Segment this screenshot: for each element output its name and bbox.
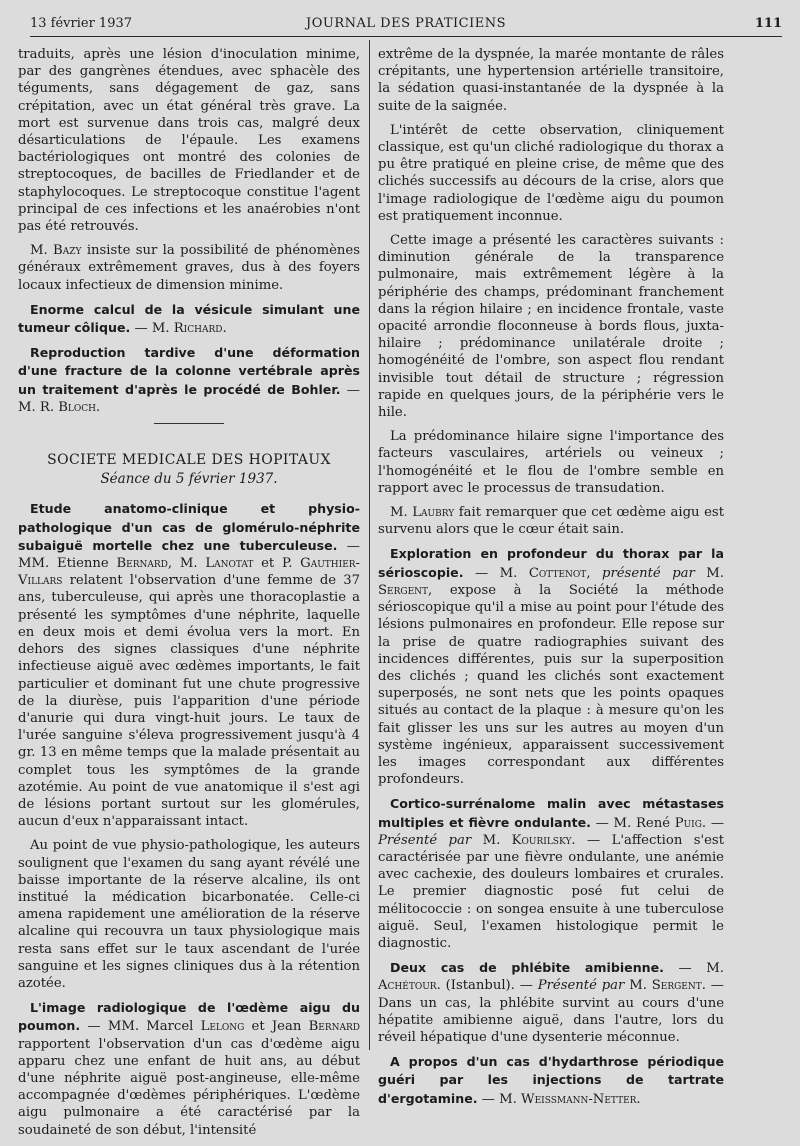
author-name: M. Bazy (30, 243, 82, 259)
section-rule (154, 423, 224, 424)
paragraph-physio-pathologique: Au point de vue physio-pathologique, les auteurs soulignent que l'examen du sang ayant révélé une baisse importante de la réserve alcaline, ils ont institué la médication bicarbonatée. Celle-ci amena rapidement une amélioration de la réserve alcaline qui recouvra un taux physiologique mais resta sans effet sur le taux ascendant de l'urée sanguine et les signes cliniques dus à la rétention azotée. (18, 838, 360, 991)
text-run: , (586, 565, 602, 581)
text-run: et P. (253, 556, 301, 572)
separator: — (130, 321, 152, 337)
paragraph-bazy (18, 242, 360, 294)
author-name: Lelong (200, 1019, 245, 1035)
author-name: Gauthier-Villars (18, 556, 360, 589)
item-title: Deux cas de phlébite amibienne. (390, 960, 664, 976)
paragraph-interet: L'intérêt de cette observation, cliniquement classique, est qu'un cliché radiologique du thorax a pu être pratiqué en pleine crise, de même que des clichés successifs au décours de la crise, alors que l'image radiologique de l'œdème aigu du poumon est pratiquement inconnue. (378, 122, 724, 224)
item-oedeme-aigu (18, 999, 360, 1139)
paragraph-text: , expose à la Société la méthode sérioscopique qu'il a mise au point pour l'étude des lésions pulmonaires en profondeur. Elle repose sur la prise de quatre radiographies suivant des incidences différentes, puis sur la superposition des clichés ; quand les clichés sont exactement superposés, ne sont nets que les points opaques situés au contact de la plaque : à mesure qu'on les fait glisser les uns sur les autres au moyen d'un système ingénieux, apparaissent successivement les images correspondant aux différentes profondeurs. (378, 582, 724, 788)
presented-by: présenté par (602, 565, 695, 581)
item-calcul-vesicule (18, 301, 360, 337)
paragraph-text: fait remarquer que cet œdème aigu est survenu alors que le cœur était sain. (378, 505, 724, 538)
page-header (30, 14, 782, 37)
author-name: Sergent (651, 978, 702, 994)
author-name: M. Weissmann-Netter. (499, 1091, 641, 1107)
item-serioscopie (378, 545, 724, 788)
paragraph-caracteres: Cette image a présenté les caractères suivants : diminution générale de la transparence pulmonaire, mais extrêmement légère à la périphérie des champs, prédominant franchement dans la région hilaire ; en incidence frontale, vaste opacité arrondie floconneuse à bords flous, juxta-hilaire ; prédominance unilatérale droite ; homogénéité de l'ombre, son aspect flou rendant invisible tout détail de structure ; régression rapide en quelques jours, de la périphérie vers le hile. (378, 233, 724, 421)
paragraph-gangrene: traduits, après une lésion d'inoculation minime, par des gangrènes étendues, avec sphacèle des téguments, sans dégagement de gaz, sans crépitation, avec un état général très grave. La mort est survenue dans trois cas, malgré deux désarticulations de l'épaule. Les examens bactériologiques ont montré des colonies de streptocoques, de bacilles de Friedlander et de staphylocoques. Le streptocoque constitue l'agent principal de ces infections et les anaérobies n'ont pas été retrouvés. (18, 47, 360, 235)
author-name: Sergent (378, 582, 429, 598)
text-run: M. (694, 565, 724, 581)
right-column (378, 46, 724, 1115)
author-name: M. Richard. (151, 321, 227, 337)
item-title: Reproduction tardive d'une déformation d'une fracture de la colonne vertébrale après un traitement d'après le procédé de Bohler. (18, 345, 360, 397)
society-heading: SOCIETE MEDICALE DES HOPITAUX (47, 452, 331, 469)
header-date: 13 février 1937 (30, 16, 133, 31)
text-run: — MM. Marcel (80, 1019, 201, 1035)
text-run: et Jean (244, 1019, 309, 1035)
author-name: Achétour (378, 978, 437, 994)
author-name: Cottenot (528, 565, 587, 581)
paragraph-text: relatent l'observation d'une femme de 37 ans, tuberculeuse, qui après une thoracoplastie a présenté les symptômes d'une néphrite, laquelle en deux mois et demi évolua vers la mort. En dehors des signes classiques d'une néphrite infectieuse aiguë avec œdèmes importants, le fait particulier et dominant fut une chute progressive de la diurèse, puis l'apparition d'une période d'anurie qui dura vingt-huit jours. Le taux de l'urée sanguine s'éleva progressivement jusqu'à 4 gr. 13 en même temps que la malade présentait au complet tous les symptômes de la grande azotémie. Au point de vue anatomique il s'est agi de lésions portant surtout sur les glomérules, aucun d'eux n'apparaissant intact. (18, 573, 360, 830)
author-name: Lanotat (205, 556, 254, 572)
paragraph-text: insiste sur la possibilité de phénomènes généraux extrêmement graves, dus à des foyers locaux infectieux de dimension minime. (18, 243, 360, 293)
item-phlebite-amibienne (378, 959, 724, 1046)
text-run: M. (471, 832, 512, 848)
item-glomerulo-nephrite (18, 500, 360, 830)
text-run: — MM. Etienne (18, 538, 360, 572)
paragraph-text: rapportent l'observation d'un cas d'œdème aigu apparu chez une enfant de huit ans, au début d'une néphrite aiguë post-angineuse, elle-même accompagnée d'œdèmes périphériques. L'œdème aigu pulmonaire a été caractérisé par la soudaineté de son début, l'intensité (18, 1036, 360, 1138)
paragraph-predominance: La prédominance hilaire signe l'importance des facteurs vasculaires, artériels ou veineux ; l'homogénéité et le flou de l'ombre semble en rapport avec le processus de transudation. (378, 429, 724, 496)
left-column (18, 46, 360, 1146)
paragraph-text: . — Dans un cas, la phlébite survint au cours d'une hépatite amibienne aiguë, dans l'autre, lors du réveil hépatique d'une dysenterie méconnue. (378, 978, 724, 1045)
item-title: Enorme calcul de la vésicule simulant une tumeur côlique. (18, 301, 360, 336)
session-date: Séance du 5 février 1937. (100, 471, 278, 488)
text-run: . (Istanbul). — (436, 978, 538, 994)
text-run: — M. (663, 961, 724, 977)
paragraph-laubry (378, 504, 724, 538)
author-name: Bernard (116, 556, 168, 572)
separator: — (477, 1091, 500, 1107)
item-title: L'image radiologique de l'œdème aigu du poumon. (18, 1000, 360, 1034)
journal-title: JOURNAL DES PRATICIENS (306, 16, 506, 31)
page-number: 111 (754, 16, 782, 31)
author-name: Kourilsky (511, 832, 572, 848)
text-run: . — (701, 815, 725, 831)
paragraph-text: . — L'affection s'est caractérisée par une fièvre ondulante, une anémie avec cachexie, des douleurs lombaires et crurales. Le premier diagnostic posé fut celui de mélitococcie : on songea ensuite à une tuberculose aiguë. Seul, l'examen histologique permit le diagnostic. (378, 832, 724, 951)
text-run: — M. (463, 565, 529, 581)
text-run: , M. (167, 556, 206, 572)
item-hydarthrose (378, 1053, 724, 1108)
item-fracture-vertebrale (18, 344, 360, 416)
presented-by: Présenté par (537, 978, 625, 994)
item-title: Etude anatomo-clinique et physio-pathologique d'un cas de glomérulo-néphrite subaiguë mortelle chez une tuberculeuse. (18, 501, 360, 553)
author-name: M. Laubry (390, 505, 455, 521)
text-run: — M. René (590, 815, 675, 831)
author-name: M. R. Bloch. (18, 399, 101, 415)
separator: — (340, 382, 360, 398)
paragraph-dyspnee: extrême de la dyspnée, la marée montante de râles crépitants, une hypertension artérielle transitoire, la sédation quasi-instantanée de la dyspnée à la suite de la saignée. (378, 47, 724, 114)
text-run: M. (624, 978, 652, 994)
author-name: Puig (674, 815, 702, 831)
item-cortico-surrenalome (378, 795, 724, 952)
presented-by: Présenté par (378, 832, 472, 848)
item-title: A propos d'un cas d'hydarthrose périodique guéri par les injections de tartrate d'ergotamine. (378, 1054, 724, 1106)
column-divider (369, 40, 370, 1050)
item-title: Exploration en profondeur du thorax par la sérioscopie. (378, 546, 724, 580)
item-title: Cortico-surrénalome malin avec métastases multiples et fièvre ondulante. (378, 796, 724, 830)
author-name: Bernard (308, 1019, 360, 1035)
